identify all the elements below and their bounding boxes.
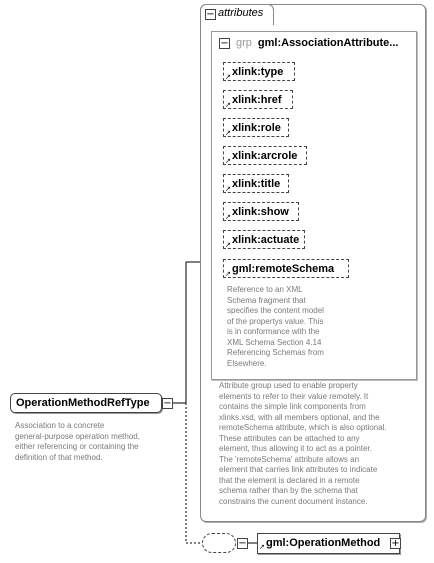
doc-line: constrains the current document instance. (219, 496, 368, 506)
reference-arrow-icon: ↗ (225, 130, 231, 137)
reference-arrow-icon: ↗ (225, 186, 231, 193)
doc-line: Referencing Schemas from (227, 348, 324, 357)
group-keyword: grp (236, 37, 252, 49)
root-type-name: OperationMethodRefType (16, 397, 150, 409)
attribute-xlink-arcrole[interactable] (223, 146, 307, 165)
attribute-group-header (232, 37, 398, 49)
doc-line: Schema fragment that (227, 295, 306, 305)
doc-line: Association to a concrete (15, 421, 105, 430)
attribute-label: xlink:type (232, 66, 284, 78)
remote-schema-documentation (227, 285, 387, 369)
doc-line: is in conformance with the (227, 327, 320, 336)
doc-line: Elsewhere. (227, 358, 267, 368)
reference-arrow-icon: ↗ (225, 158, 231, 165)
collapse-attributes-icon[interactable]: − (206, 9, 215, 20)
doc-line: Attribute group used to enable property (219, 381, 358, 390)
doc-line: definition of that method. (15, 452, 103, 462)
doc-line: contains the simple link components from (219, 402, 366, 411)
attribute-xlink-type[interactable] (223, 62, 295, 81)
collapse-root-icon[interactable]: − (163, 398, 172, 409)
reference-arrow-icon: ↗ (225, 74, 231, 81)
attribute-label: xlink:title (232, 178, 281, 190)
doc-line: These attributes can be attached to any (219, 433, 360, 443)
doc-line: element, thus allowing it to act as a pointer. (219, 444, 372, 453)
attribute-label: gml:remoteSchema (232, 263, 335, 275)
attribute-xlink-role[interactable] (223, 118, 289, 137)
attribute-xlink-title[interactable] (223, 174, 289, 193)
doc-line: The 'remoteSchema' attribute allows an (219, 454, 360, 464)
collapse-group-icon[interactable]: − (220, 38, 229, 49)
attribute-xlink-show[interactable] (223, 202, 299, 221)
group-name: gml:AssociationAttribute... (257, 37, 399, 49)
attribute-xlink-actuate[interactable] (223, 230, 305, 249)
reference-arrow-icon: ↗ (225, 242, 231, 249)
reference-arrow-icon: ↗ (259, 544, 265, 551)
root-type-box[interactable] (10, 393, 162, 413)
attribute-label: xlink:arcrole (232, 150, 298, 162)
attribute-label: xlink:show (232, 206, 289, 218)
child-element-box[interactable] (257, 533, 400, 554)
doc-line: that the element is declared in a remote (219, 475, 360, 485)
doc-line: Reference to an XML (227, 285, 303, 294)
reference-arrow-icon: ↗ (225, 271, 231, 278)
collapse-sequence-icon[interactable]: − (238, 538, 247, 549)
attribute-label: xlink:actuate (232, 234, 300, 246)
doc-line: general-purpose operation method, (15, 431, 140, 441)
doc-line: either referencing or containing the (15, 442, 139, 451)
reference-arrow-icon: ↗ (225, 102, 231, 109)
doc-line: xlinks.xsd, with all members optional, and the (219, 412, 380, 422)
attribute-xlink-href[interactable] (223, 90, 293, 109)
doc-line: schema rather than by the schema that (219, 486, 358, 495)
doc-line: specifies the content model (227, 306, 324, 315)
doc-line: XML Schema Section 4.14 (227, 337, 322, 347)
reference-arrow-icon: ↗ (225, 214, 231, 221)
attribute-gml-remoteschema[interactable] (223, 259, 349, 278)
attributes-title: attributes (218, 7, 264, 19)
attribute-label: xlink:href (232, 94, 282, 106)
child-element-name: gml:OperationMethod (266, 537, 381, 549)
attribute-label: xlink:role (232, 122, 281, 134)
doc-line: remoteSchema attribute, which is also optional. (219, 423, 387, 432)
doc-line: element that carries link attributes to indicate (219, 465, 378, 474)
sequence-compositor-icon[interactable] (202, 533, 236, 553)
root-type-documentation (15, 421, 195, 463)
expand-element-icon[interactable]: + (391, 538, 400, 549)
doc-line: elements to refer to their value remotely. It (219, 391, 369, 401)
doc-line: of the propertys value. This (227, 316, 324, 326)
attribute-group-documentation (219, 381, 423, 507)
